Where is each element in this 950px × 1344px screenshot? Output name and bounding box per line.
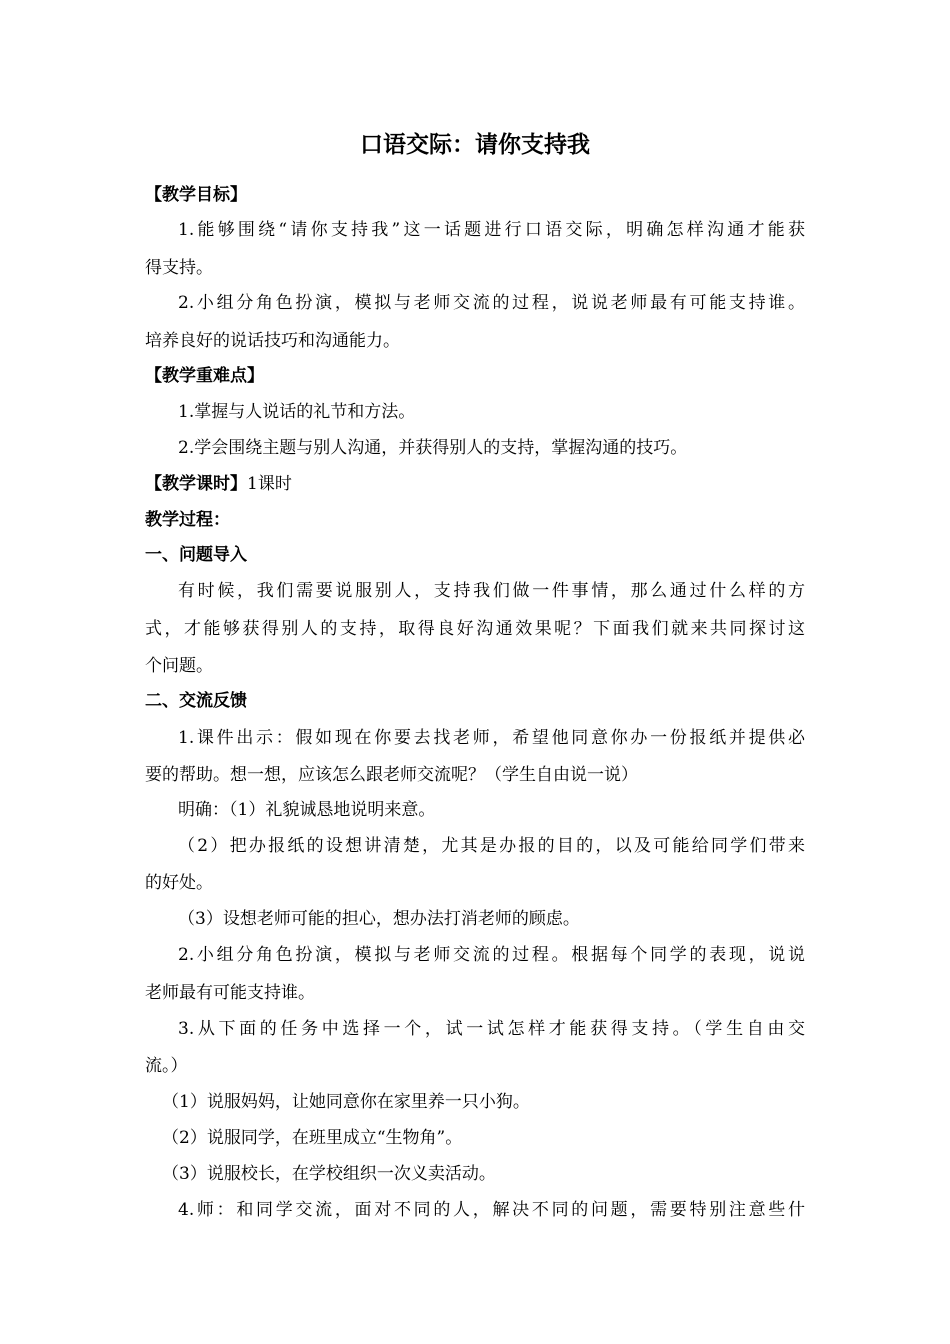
- goal-1-line-1: 1.能够围绕“请你支持我”这一话题进行口语交际，明确怎样沟通才能获: [178, 220, 805, 240]
- clarify-1: 明确：（1）礼貌诚恳地说明来意。: [178, 800, 436, 820]
- key-point-2: 2.学会围绕主题与别人沟通，并获得别人的支持，掌握沟通的技巧。: [178, 438, 688, 458]
- page-title: 口语交际：请你支持我: [360, 132, 590, 158]
- part-1-paragraph-line-1: 有时候，我们需要说服别人，支持我们做一件事情，那么通过什么样的方: [178, 581, 805, 601]
- task-3: （3）说服校长，在学校组织一次义卖活动。: [162, 1164, 496, 1184]
- step-2-line-1: 2.小组分角色扮演，模拟与老师交流的过程。根据每个同学的表现，说说: [178, 945, 805, 965]
- part-2-heading: 二、交流反馈: [145, 691, 247, 711]
- clarify-3: （3）设想老师可能的担心，想办法打消老师的顾虑。: [178, 909, 580, 929]
- section-heading-goals: 【教学目标】: [145, 185, 247, 205]
- step-3-line-2: 流。）: [145, 1056, 188, 1076]
- step-3-line-1: 3.从下面的任务中选择一个，试一试怎样才能获得支持。（学生自由交: [178, 1019, 805, 1039]
- section-heading-key-points: 【教学重难点】: [145, 366, 264, 386]
- step-1-line-1: 1.课件出示：假如现在你要去找老师，希望他同意你办一份报纸并提供必: [178, 728, 805, 748]
- clarify-2-line-1: （2）把办报纸的设想讲清楚，尤其是办报的目的，以及可能给同学们带来: [178, 836, 805, 856]
- goal-2-line-1: 2.小组分角色扮演，模拟与老师交流的过程，说说老师最有可能支持谁。: [178, 293, 805, 313]
- goal-1-line-2: 得支持。: [145, 258, 213, 278]
- hours-value: 1课时: [247, 474, 292, 494]
- goal-2-line-2: 培养良好的说话技巧和沟通能力。: [145, 331, 400, 351]
- step-1-line-2: 要的帮助。想一想，应该怎么跟老师交流呢？（学生自由说一说）: [145, 765, 638, 785]
- task-2: （2）说服同学，在班里成立“生物角”。: [162, 1128, 463, 1148]
- section-heading-hours: 【教学课时】: [145, 474, 247, 494]
- task-1: （1）说服妈妈，让她同意你在家里养一只小狗。: [162, 1092, 530, 1112]
- hours-line: [145, 472, 292, 496]
- part-1-paragraph-line-2: 式，才能够获得别人的支持，取得良好沟通效果呢？下面我们就来共同探讨这: [145, 619, 805, 639]
- clarify-2-line-2: 的好处。: [145, 873, 213, 893]
- step-4-line-1: 4.师：和同学交流，面对不同的人，解决不同的问题，需要特别注意些什: [178, 1200, 805, 1220]
- part-1-heading: 一、问题导入: [145, 545, 247, 565]
- part-1-paragraph-line-3: 个问题。: [145, 656, 213, 676]
- step-2-line-2: 老师最有可能支持谁。: [145, 983, 315, 1003]
- process-heading: 教学过程：: [145, 510, 230, 530]
- key-point-1: 1.掌握与人说话的礼节和方法。: [178, 402, 416, 422]
